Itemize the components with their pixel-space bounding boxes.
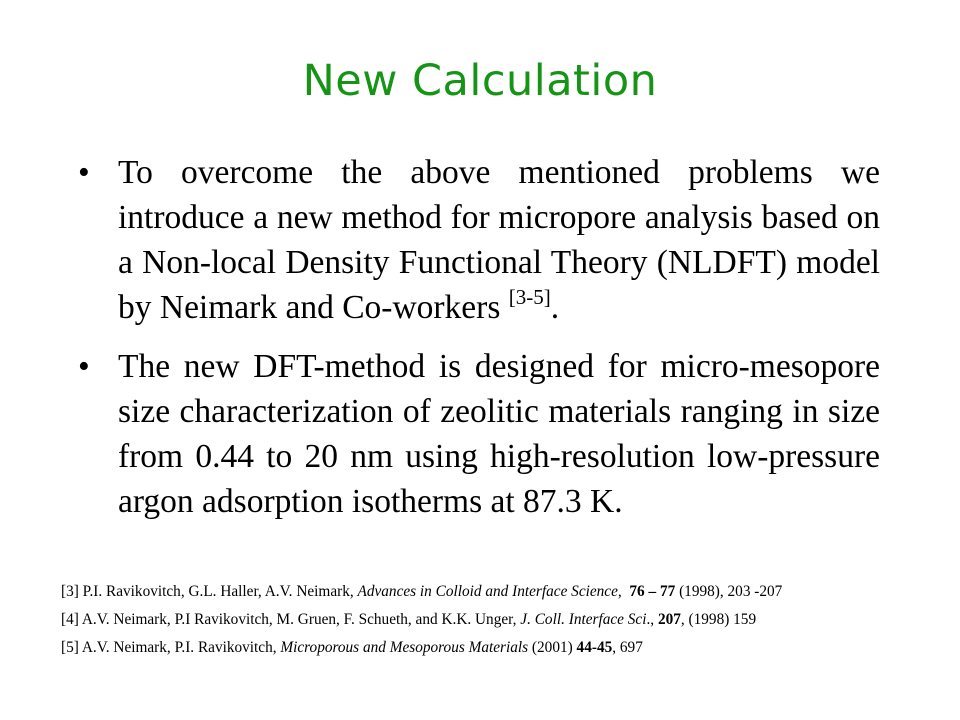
ref-volume: 76 – 77 — [629, 583, 676, 600]
ref-year-pages: (1998), 203 -207 — [675, 583, 783, 600]
ref-sep: ., — [646, 611, 658, 628]
ref-authors: [5] A.V. Neimark, P.I. Ravikovitch, — [61, 639, 281, 656]
bullet-tail: . — [550, 289, 560, 326]
ref-year-pages: , (1998) 159 — [680, 611, 757, 628]
ref-journal: J. Coll. Interface Sci — [520, 611, 647, 628]
reference-item — [61, 639, 951, 667]
bullet-dot-icon: • — [78, 154, 90, 191]
ref-journal: Microporous and Mesoporous Materials — [280, 639, 529, 656]
ref-year-pages: , 697 — [612, 639, 643, 656]
slide-title: New Calculation — [302, 56, 658, 106]
reference-item — [61, 611, 951, 639]
reference-item — [61, 583, 951, 611]
ref-sep: (2001) — [528, 639, 577, 656]
citation-superscript: [3-5] — [508, 285, 551, 309]
ref-volume: 44-45 — [576, 639, 613, 656]
bullet-text: To overcome the above mentioned problems we introduce a new method for micropore analysis based on a Non-local Density Functional Theory (NLDFT) model by Neimark and Co-workers — [118, 154, 880, 326]
reference-list — [61, 583, 951, 667]
bullet-item — [78, 344, 880, 524]
ref-authors: [3] P.I. Ravikovitch, G.L. Haller, A.V. Neimark, — [61, 583, 358, 600]
bullet-list — [78, 150, 880, 538]
bullet-dot-icon: • — [78, 348, 90, 385]
bullet-text: The new DFT-method is designed for micro-mesopore size characterization of zeolitic materials ranging in size from 0.44 to 20 nm using high-resolution low-pressure argon adsorption isotherms at 87.3 K. — [118, 348, 880, 520]
ref-authors: [4] A.V. Neimark, P.I Ravikovitch, M. Gruen, F. Schueth, and K.K. Unger, — [61, 611, 521, 628]
ref-journal: Advances in Colloid and Interface Science, — [357, 583, 622, 600]
bullet-item — [78, 150, 880, 330]
ref-volume: 207 — [657, 611, 681, 628]
